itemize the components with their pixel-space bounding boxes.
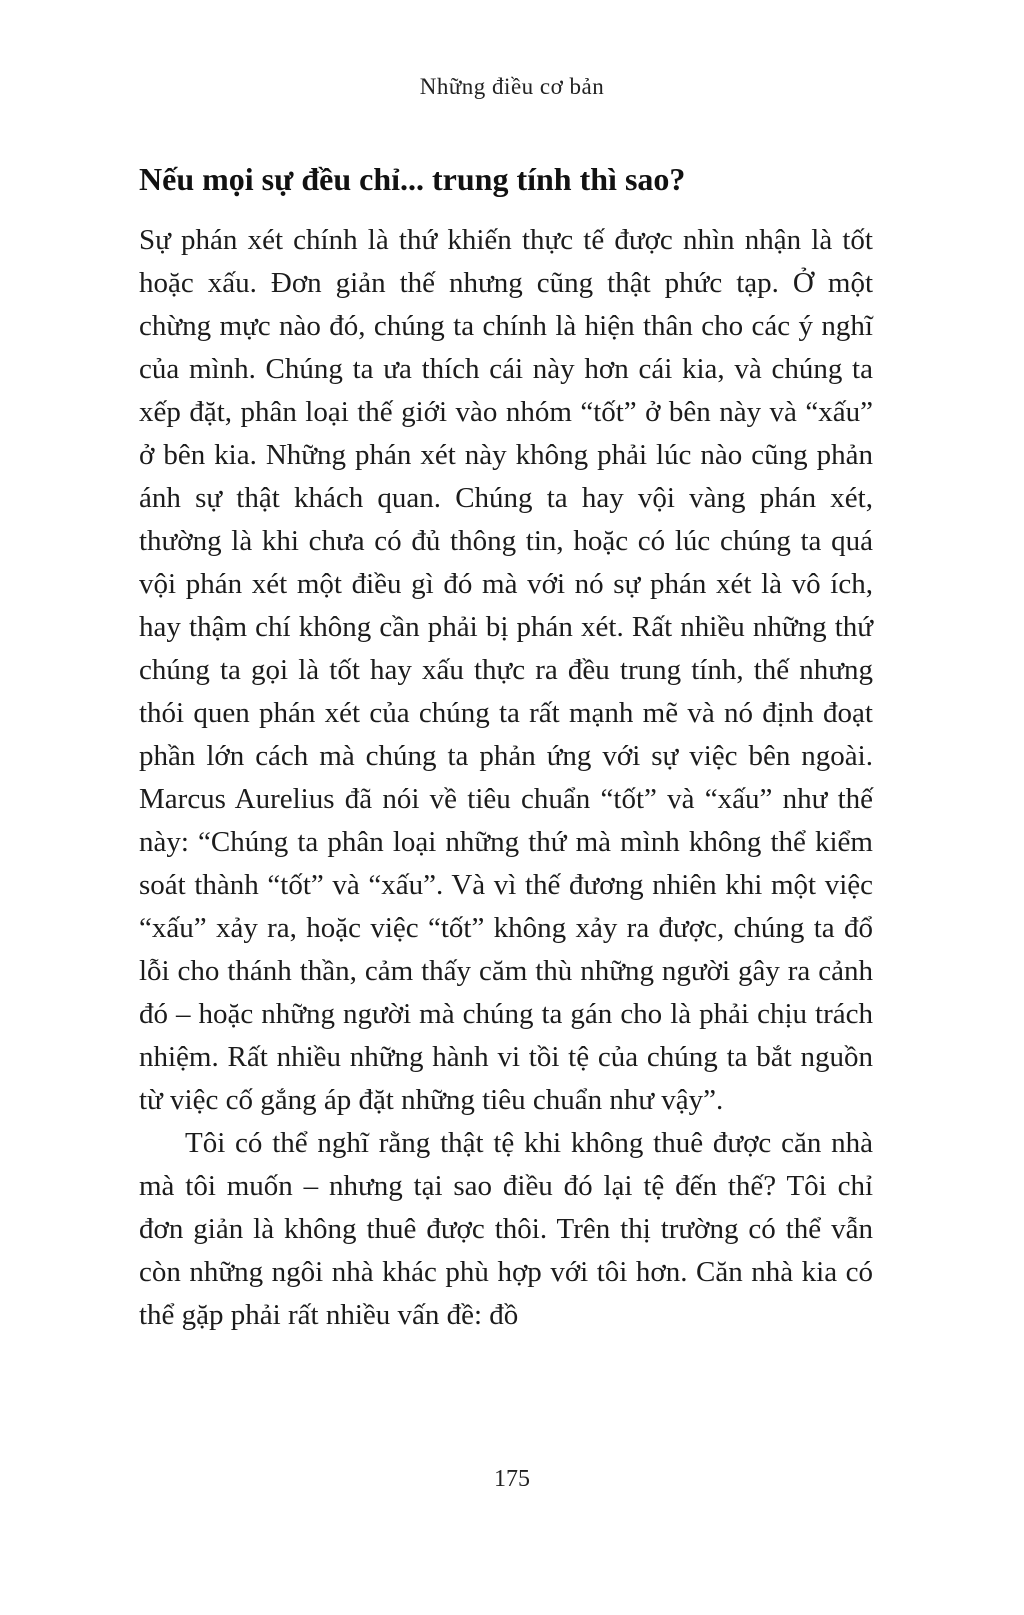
paragraph-1: Sự phán xét chính là thứ khiến thực tế được nhìn nhận là tốt hoặc xấu. Đơn giản thế nhưng cũng thật phức tạp. Ở một chừng mực nào đó, chúng ta chính là hiện thân cho các ý nghĩ của mình. Chúng ta ưa thích cái này hơn cái kia, và chúng ta xếp đặt, phân loại thế giới vào nhóm “tốt” ở bên này và “xấu” ở bên kia. Những phán xét này không phải lúc nào cũng phản ánh sự thật khách quan. Chúng ta hay vội vàng phán xét, thường là khi chưa có đủ thông tin, hoặc có lúc chúng ta quá vội phán xét một điều gì đó mà với nó sự phán xét là vô ích, hay thậm chí không cần phải bị phán xét. Rất nhiều những thứ chúng ta gọi là tốt hay xấu thực ra đều trung tính, thế nhưng thói quen phán xét của chúng ta rất mạnh mẽ và nó định đoạt phần lớn cách mà chúng ta phản ứng với sự việc bên ngoài. Marcus Aurelius đã nói về tiêu chuẩn “tốt” và “xấu” như thế này: “Chúng ta phân loại những thứ mà mình không thể kiểm soát thành “tốt” và “xấu”. Và vì thế đương nhiên khi một việc “xấu” xảy ra, hoặc việc “tốt” không xảy ra được, chúng ta đổ lỗi cho thánh thần, cảm thấy căm thù những người gây ra cảnh đó – hoặc những người mà chúng ta gán cho là phải chịu trách nhiệm. Rất nhiều những hành vi tồi tệ của chúng ta bắt nguồn từ việc cố gắng áp đặt những tiêu chuẩn như vậy”.: [139, 224, 873, 1116]
paragraph-2: Tôi có thể nghĩ rằng thật tệ khi không thuê được căn nhà mà tôi muốn – nhưng tại sao điều đó lại tệ đến thế? Tôi chỉ đơn giản là không thuê được thôi. Trên thị trường có thể vẫn còn những ngôi nhà khác phù hợp với tôi hơn. Căn nhà kia có thể gặp phải rất nhiều vấn đề: đồ: [139, 1127, 873, 1331]
section-heading: Nếu mọi sự đều chỉ... trung tính thì sao?: [139, 161, 686, 197]
page-number: 175: [494, 1466, 530, 1492]
body-text: [139, 219, 873, 1337]
running-header: Những điều cơ bản: [419, 74, 605, 99]
